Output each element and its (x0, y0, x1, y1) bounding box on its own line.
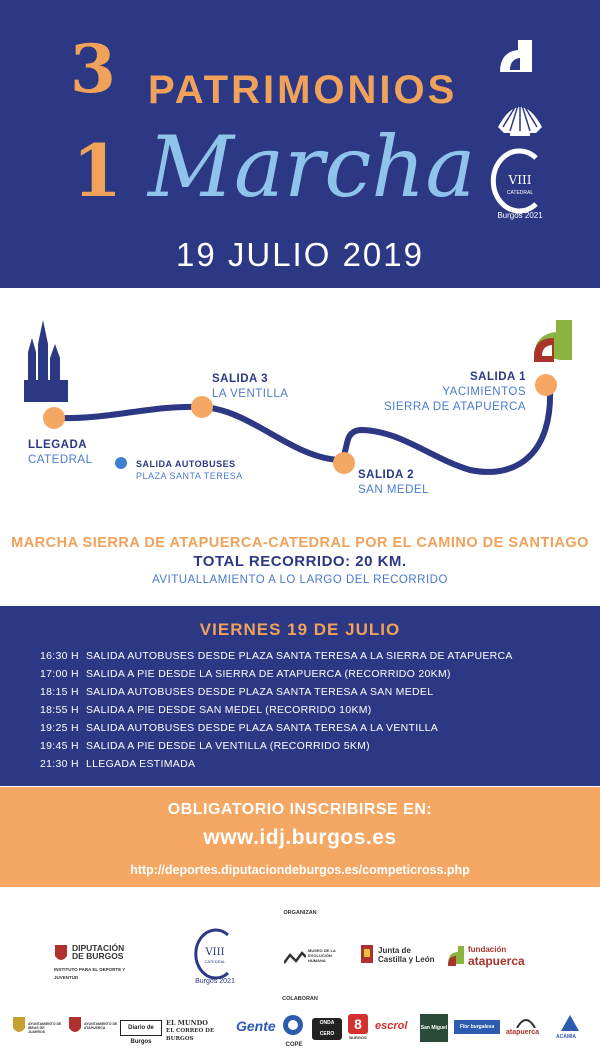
cathedral-icon (24, 320, 68, 402)
row-time: 21:30 H (40, 758, 79, 770)
svg-text:Burgos 2021: Burgos 2021 (195, 978, 235, 985)
logo-fundacion-atapuerca: fundación atapuerca (446, 944, 546, 972)
cope-icon (282, 1014, 304, 1036)
svg-text:VIII: VIII (205, 947, 225, 958)
atapuerca-map-logo-icon (534, 320, 572, 362)
row-text: SALIDA AUTOBUSES DESDE PLAZA SANTA TERESA A LA VENTILLA (86, 722, 439, 734)
schedule-row (40, 758, 580, 776)
row-text: SALIDA AUTOBUSES DESDE PLAZA SANTA TERESA A SAN MEDEL (86, 686, 434, 698)
event-date: 19 JULIO 2019 (176, 236, 424, 273)
catedral-viii-logo-icon (490, 144, 550, 224)
shield-icon (54, 944, 68, 964)
shield-icon (68, 1016, 82, 1036)
logo-flor-burgalesa: Flor burgalesa (454, 1020, 500, 1034)
logo-escrol: escrol (375, 1020, 408, 1032)
logo-ayto-atapuerca: AYUNTAMIENTO DE ATAPUERCA (68, 1014, 118, 1044)
row-time: 18:15 H (40, 686, 79, 698)
row-text: SALIDA A PIE DESDE LA VENTILLA (RECORRIDO 5KM) (86, 740, 370, 752)
shell-icon (490, 91, 550, 137)
row-text: SALIDA A PIE DESDE SAN MEDEL (RECORRIDO 10KM) (86, 704, 372, 716)
header-logos (490, 32, 550, 229)
atapuerca-logo-icon (490, 32, 550, 82)
register-url-secondary[interactable]: http://deportes.diputaciondeburgos.es/competicross.php (130, 863, 470, 877)
schedule-row (40, 740, 580, 758)
row-time: 16:30 H (40, 650, 79, 662)
register-url-main[interactable]: www.idj.burgos.es (203, 826, 397, 849)
row-text: LLEGADA ESTIMADA (86, 758, 196, 770)
row-text: SALIDA A PIE DESDE LA SIERRA DE ATAPUERCA (RECORRIDO 20KM) (86, 668, 451, 680)
register-heading: OBLIGATORIO INSCRIBIRSE EN: (167, 801, 433, 818)
row-time: 18:55 H (40, 704, 79, 716)
schedule-row (40, 650, 580, 668)
schedule-row (40, 704, 580, 722)
logo-diputacion: DIPUTACIÓN DE BURGOS INSTITUTO PARA EL DEPORTE Y JUVENTUD (54, 943, 126, 980)
logo-acamia: ACAMIA (550, 1014, 590, 1044)
schedule-row (40, 722, 580, 740)
schedule-row (40, 686, 580, 704)
stop-salida3 (191, 396, 213, 418)
svg-text:CATEDRAL: CATEDRAL (506, 190, 534, 196)
schedule-row (40, 668, 580, 686)
label-llegada: LLEGADA CATEDRAL (28, 439, 93, 466)
row-time: 17:00 H (40, 668, 79, 680)
row-text: SALIDA AUTOBUSES DESDE PLAZA SANTA TERESA A LA SIERRA DE ATAPUERCA (86, 650, 513, 662)
number-one: 1 (72, 128, 123, 213)
number-three: 3 (70, 30, 116, 108)
logo-san-miguel: San Miguel (420, 1014, 448, 1042)
organizan-label: ORGANIZAN (283, 910, 317, 916)
info-route: MARCHA SIERRA DE ATAPUERCA-CATEDRAL POR EL CAMINO DE SANTIAGO (11, 535, 589, 551)
svg-text:VIII: VIII (508, 173, 532, 187)
label-salida1: SALIDA 1 YACIMIENTOS SIERRA DE ATAPUERCA (384, 371, 526, 413)
bus-stop-marker (115, 457, 127, 469)
title-patrimonios: PATRIMONIOS (148, 68, 458, 112)
label-bus: SALIDA AUTOBUSES PLAZA SANTA TERESA (136, 459, 243, 481)
logo-diario-burgos: Diario de Burgos (120, 1020, 162, 1036)
museo-icon (284, 951, 306, 965)
logo-atapuerca-col: atapuerca (506, 1016, 546, 1042)
shield-icon (12, 1016, 26, 1036)
logo-museo: MUSEO DE LA EVOLUCIÓN HUMANA (284, 946, 346, 970)
acamia-icon (560, 1014, 580, 1032)
logo-catedral-viii (190, 925, 240, 985)
info-avituallamiento: AVITUALLAMIENTO A LO LARGO DEL RECORRIDO (152, 574, 448, 586)
logo-cope: COPE (282, 1014, 306, 1048)
label-salida2: SALIDA 2 SAN MEDEL (358, 469, 429, 496)
svg-text:Burgos 2021: Burgos 2021 (497, 211, 543, 220)
row-time: 19:25 H (40, 722, 79, 734)
logo-burgos8: 8 BURGOS (349, 1016, 367, 1040)
schedule-list (40, 650, 580, 776)
castle-icon (360, 944, 374, 964)
info-total: TOTAL RECORRIDO: 20 KM. (193, 553, 407, 570)
logo-gente: Gente (236, 1018, 276, 1034)
svg-text:CATEDRAL: CATEDRAL (204, 959, 226, 964)
logo-elmundo-correo: EL MUNDO EL CORREO DE BURGOS (166, 1019, 215, 1042)
schedule-title: VIERNES 19 DE JULIO (199, 620, 401, 639)
logo-junta: Junta de Castilla y León (350, 940, 440, 974)
atapuerca-arch-icon (516, 1016, 536, 1028)
title-marcha: Marcha (148, 118, 476, 216)
row-time: 19:45 H (40, 740, 79, 752)
label-salida3: SALIDA 3 LA VENTILLA (212, 373, 289, 400)
atapuerca-small-icon (446, 944, 466, 968)
logo-onda-cero: ONDA CERO (312, 1018, 342, 1040)
colaboran-label: COLABORAN (282, 996, 318, 1002)
stop-salida2 (333, 452, 355, 474)
stop-llegada (43, 407, 65, 429)
logo-ayto-ibeas: AYUNTAMIENTO DE IBEAS DE JUARROS (12, 1014, 62, 1044)
stop-salida1 (535, 374, 557, 396)
